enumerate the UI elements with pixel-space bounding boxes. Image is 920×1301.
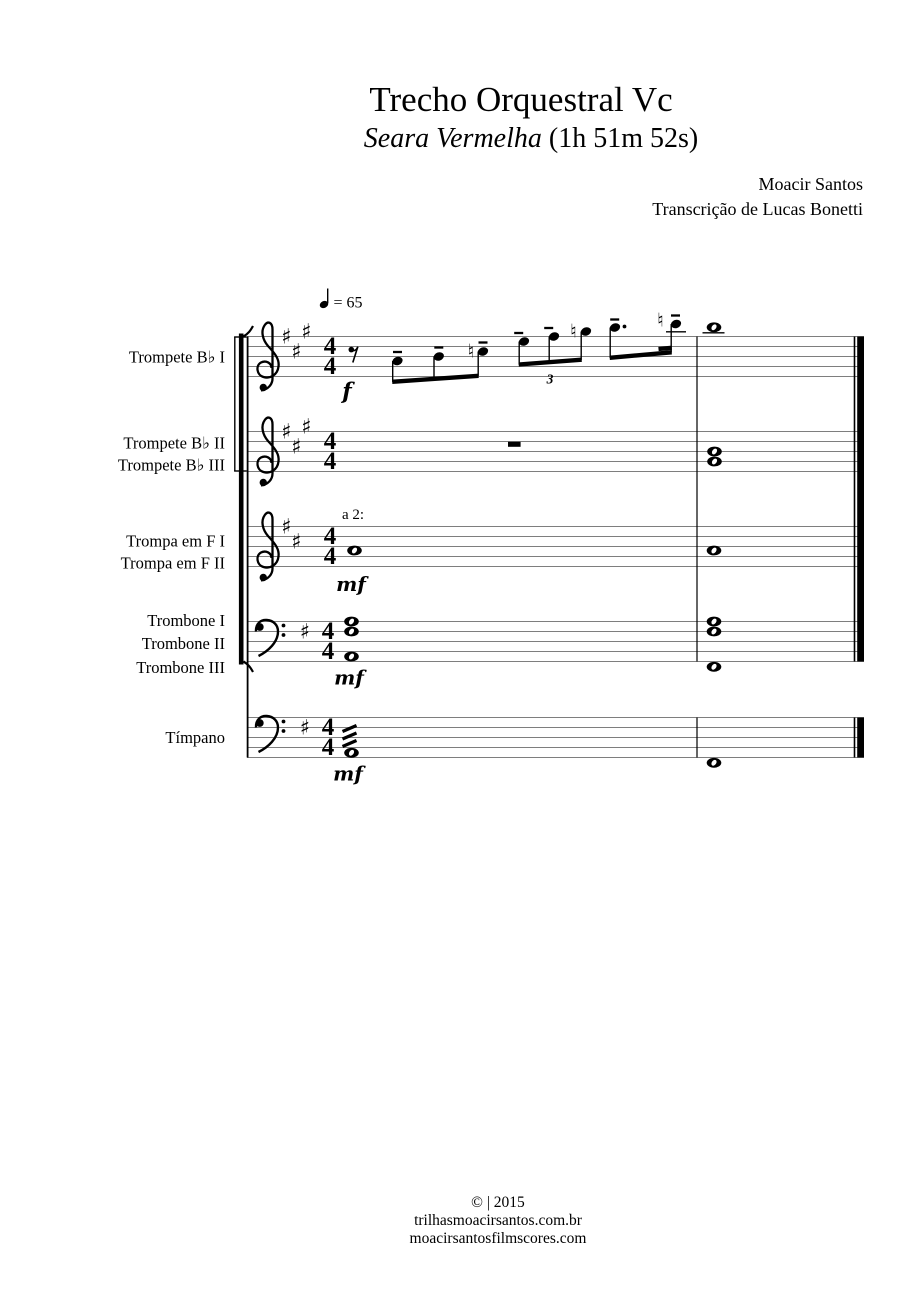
instrument-labels bbox=[118, 348, 225, 748]
tremolo-icon bbox=[343, 726, 357, 747]
timpani-measure1 bbox=[343, 726, 359, 758]
sharp-icon: ♯ bbox=[281, 514, 292, 539]
natural-icon: ♮ bbox=[570, 320, 577, 343]
tempo-value: = 65 bbox=[333, 294, 363, 312]
horns-measure2 bbox=[707, 546, 722, 556]
label-horn2: Trompa em F II bbox=[120, 553, 225, 573]
tempo-marking bbox=[319, 289, 363, 312]
time-signatures bbox=[322, 333, 337, 761]
staff-lines-timpani bbox=[247, 715, 864, 758]
trumpet1-measure1 bbox=[349, 310, 687, 387]
website-line-1: trilhasmoacirsantos.com.br bbox=[414, 1212, 582, 1230]
time-sig-denominator: 4 bbox=[321, 734, 335, 761]
key-signature-timpani bbox=[300, 716, 310, 740]
staff-lines-horns bbox=[247, 527, 864, 567]
whole-note bbox=[707, 617, 722, 627]
sharp-icon: ♯ bbox=[291, 434, 302, 459]
time-sig-denominator: 4 bbox=[321, 638, 335, 665]
subtitle-work-name: Seara Vermelha bbox=[363, 123, 542, 154]
time-sig-numerator: 4 bbox=[323, 428, 337, 455]
whole-note bbox=[347, 546, 362, 556]
trombones-measure1 bbox=[344, 617, 359, 662]
subtitle-timestamp: (1h 51m 52s) bbox=[541, 123, 699, 154]
trumpets23-measure1 bbox=[508, 442, 521, 447]
dynamic-mf: mf bbox=[333, 761, 363, 786]
time-sig-numerator: 4 bbox=[323, 333, 337, 360]
whole-note bbox=[344, 652, 359, 662]
trombones-measure2 bbox=[707, 617, 722, 672]
whole-note bbox=[707, 457, 722, 467]
sharp-icon: ♯ bbox=[291, 339, 302, 364]
sharp-icon: ♯ bbox=[299, 619, 311, 644]
time-sig-denominator: 4 bbox=[323, 543, 337, 570]
dynamic-mf: mf bbox=[336, 572, 366, 596]
staff-lines-trombones bbox=[247, 619, 864, 662]
website-line-2: moacirsantosfilmscores.com bbox=[409, 1230, 587, 1248]
sharp-icon: ♯ bbox=[281, 419, 292, 444]
whole-note bbox=[707, 627, 722, 637]
whole-note bbox=[707, 322, 722, 332]
copyright-line: © | 2015 bbox=[471, 1194, 525, 1211]
natural-icon: ♮ bbox=[657, 309, 664, 332]
natural-icon: ♮ bbox=[467, 340, 475, 363]
whole-note bbox=[707, 758, 722, 768]
trumpets23-measure2 bbox=[707, 447, 722, 467]
bass-clef-icon bbox=[256, 716, 286, 752]
sharp-icon: ♯ bbox=[301, 414, 312, 439]
label-trombone1: Trombone I bbox=[147, 611, 225, 630]
key-signature-trombones bbox=[300, 620, 310, 644]
key-signature-horns bbox=[281, 515, 301, 554]
sharp-icon: ♯ bbox=[291, 529, 302, 554]
time-sig-numerator: 4 bbox=[321, 714, 335, 741]
label-trumpet3: Trompete B♭ III bbox=[117, 455, 225, 475]
eighth-rest-icon bbox=[349, 347, 358, 363]
sharp-icon: ♯ bbox=[301, 319, 312, 344]
tuplet-number: 3 bbox=[546, 371, 554, 387]
time-sig-denominator: 4 bbox=[323, 448, 337, 475]
sharp-icon: ♯ bbox=[299, 715, 311, 740]
whole-note bbox=[707, 662, 722, 672]
label-trumpet1: Trompete B♭ I bbox=[128, 347, 225, 367]
label-trumpet2: Trompete B♭ II bbox=[123, 433, 225, 453]
transcription-credit: Transcrição de Lucas Bonetti bbox=[652, 199, 863, 219]
time-sig-numerator: 4 bbox=[321, 618, 335, 645]
page-title: Trecho Orquestral Vc bbox=[369, 80, 673, 119]
trumpet1-measure2 bbox=[703, 322, 725, 332]
dynamic-mf: mf bbox=[334, 665, 364, 690]
whole-rest-icon bbox=[508, 442, 521, 447]
whole-note bbox=[344, 748, 359, 758]
label-trombone2: Trombone II bbox=[141, 634, 225, 653]
sharp-icon: ♯ bbox=[281, 324, 292, 349]
label-trombone3: Trombone III bbox=[136, 658, 225, 677]
staff-lines-trumpet1 bbox=[247, 337, 864, 377]
whole-note bbox=[707, 447, 722, 457]
augmentation-dot bbox=[623, 325, 627, 329]
footer-block bbox=[38, 1194, 920, 1249]
whole-note bbox=[707, 546, 722, 556]
a2-annotation: a 2: bbox=[342, 507, 365, 523]
dynamic-f: f bbox=[342, 378, 352, 405]
horns-measure1 bbox=[347, 546, 362, 556]
label-horn1: Trompa em F I bbox=[126, 531, 225, 551]
time-sig-denominator: 4 bbox=[323, 353, 337, 380]
staff-lines-trumpets23 bbox=[247, 432, 864, 472]
whole-note bbox=[344, 627, 359, 637]
time-sig-numerator: 4 bbox=[323, 523, 337, 550]
whole-note bbox=[344, 617, 359, 627]
timpani-measure2 bbox=[707, 758, 722, 768]
label-timpani: Tímpano bbox=[165, 728, 225, 747]
composer-name: Moacir Santos bbox=[758, 174, 863, 194]
bass-clef-icon bbox=[256, 620, 286, 656]
